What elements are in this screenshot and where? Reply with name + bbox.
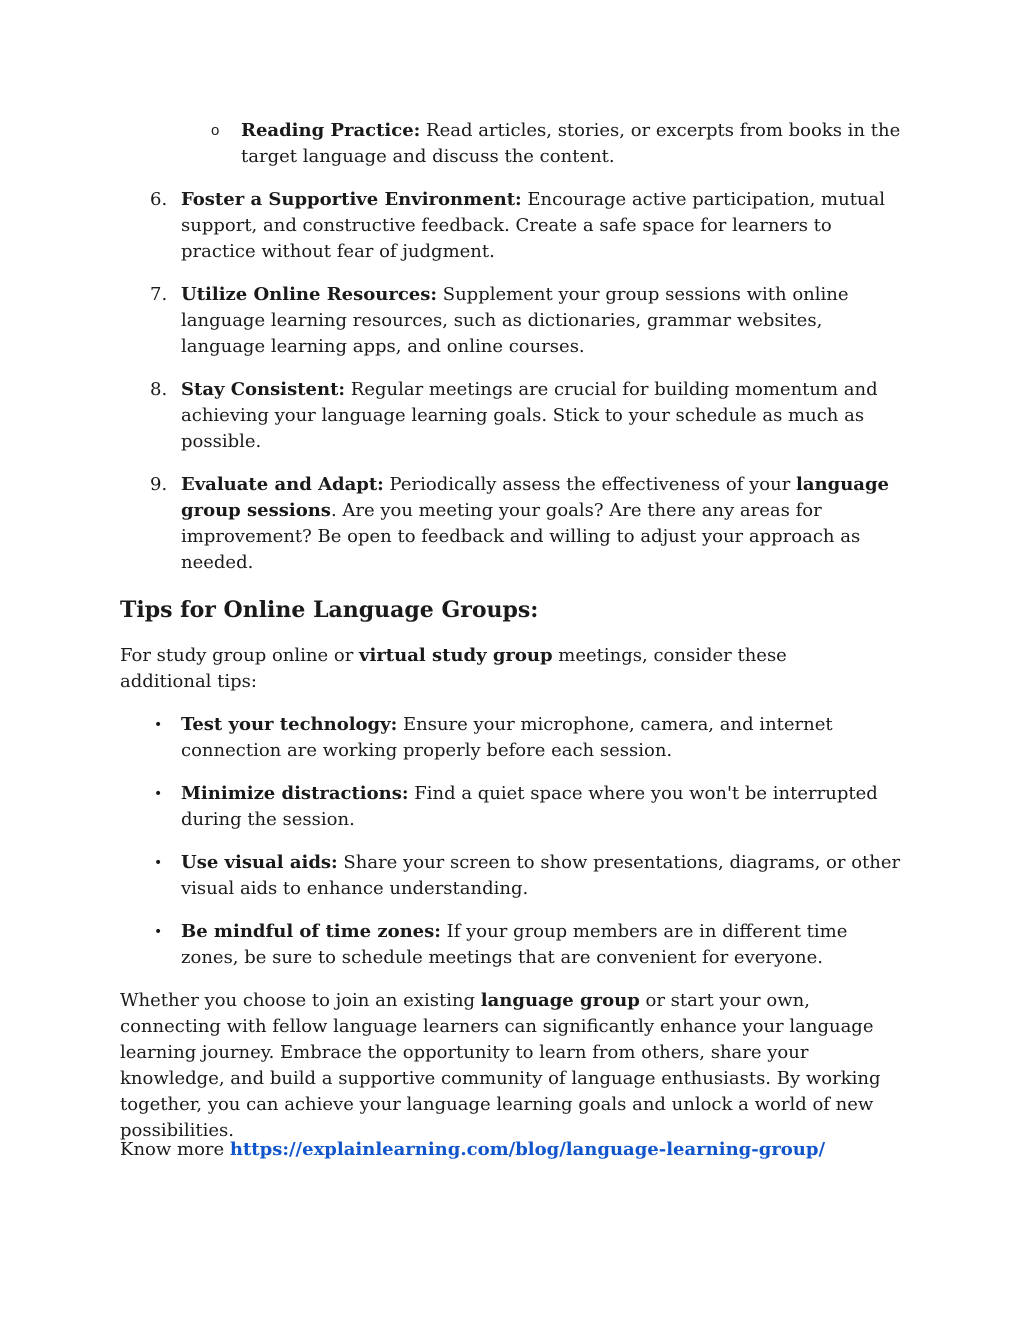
- step-number: 7.: [150, 284, 168, 305]
- know-more-link[interactable]: https://explainlearning.com/blog/language-learning-group/: [229, 1139, 826, 1160]
- closing-paragraph: [120, 988, 910, 1144]
- tip-lead: Minimize distractions:: [181, 783, 409, 804]
- tip-text: Ensure your microphone, camera, and internet connection are working properly before each session.: [181, 714, 833, 761]
- step-lead: Foster a Supportive Environment:: [181, 189, 522, 210]
- step-text: Periodically assess the effectiveness of your: [383, 474, 797, 495]
- tip-lead: Be mindful of time zones:: [181, 921, 441, 942]
- step-text-after: . Are you meeting your goals? Are there any areas for improvement? Be open to feedback and willing to adjust your approach as needed.: [181, 500, 861, 573]
- tip-item: [120, 781, 910, 833]
- bullet-icon: •: [154, 717, 163, 733]
- intro-bold: virtual study group: [359, 645, 553, 666]
- tip-item: [120, 919, 910, 971]
- step-text: Regular meetings are crucial for building momentum and achieving your language learning goals. Stick to your schedule as much as possible.: [181, 379, 878, 452]
- intro-after: meetings, consider these additional tips:: [120, 645, 787, 692]
- tip-item: [120, 712, 910, 764]
- tip-text: If your group members are in different time zones, be sure to schedule meetings that are convenient for everyone.: [181, 921, 848, 968]
- step-number: 9.: [150, 474, 168, 495]
- bullet-icon: •: [154, 855, 163, 871]
- intro-before: For study group online or: [120, 645, 360, 666]
- step-number: 6.: [150, 189, 168, 210]
- tips-list: [120, 712, 910, 988]
- closing-after: or start your own, connecting with fellow language learners can significantly enhance your language learning journey. Embrace the opportunity to learn from others, share your knowledge, and build a supportive community of language enthusiasts. By working together, you can achieve your language learning goals and unlock a world of new possibilities.: [120, 990, 881, 1141]
- know-more-label: Know more: [120, 1139, 230, 1160]
- closing-before: Whether you choose to join an existing: [120, 990, 481, 1011]
- step-bold-phrase: language group sessions: [181, 474, 889, 521]
- step-lead: Stay Consistent:: [181, 379, 346, 400]
- step-item: [120, 282, 910, 360]
- tip-lead: Use visual aids:: [181, 852, 338, 873]
- know-more-line: [120, 1137, 920, 1163]
- step-lead: Evaluate and Adapt:: [181, 474, 384, 495]
- step-item: [120, 472, 910, 576]
- step-number: 8.: [150, 379, 168, 400]
- numbered-steps-list: [120, 187, 910, 593]
- sub-bullet-marker: o: [211, 122, 220, 139]
- tip-text: Share your screen to show presentations, diagrams, or other visual aids to enhance understanding.: [181, 852, 901, 899]
- tip-lead: Test your technology:: [181, 714, 398, 735]
- step-text: Encourage active participation, mutual support, and constructive feedback. Create a safe space for learners to practice without fear of judgment.: [181, 189, 886, 262]
- sub-item-reading-practice: [241, 118, 901, 170]
- step-lead: Utilize Online Resources:: [181, 284, 438, 305]
- tip-text: Find a quiet space where you won't be interrupted during the session.: [181, 783, 878, 830]
- closing-bold: language group: [480, 990, 640, 1011]
- bullet-icon: •: [154, 786, 163, 802]
- intro-paragraph: [120, 643, 880, 695]
- step-text: Supplement your group sessions with online language learning resources, such as dictionaries, grammar websites, language learning apps, and online courses.: [181, 284, 849, 357]
- step-item: [120, 377, 910, 455]
- sub-item-text: Read articles, stories, or excerpts from books in the target language and discuss the content.: [241, 120, 901, 167]
- tip-item: [120, 850, 910, 902]
- bullet-icon: •: [154, 924, 163, 940]
- sub-item-lead: Reading Practice:: [241, 120, 421, 141]
- step-item: [120, 187, 910, 265]
- section-heading: Tips for Online Language Groups:: [120, 597, 539, 623]
